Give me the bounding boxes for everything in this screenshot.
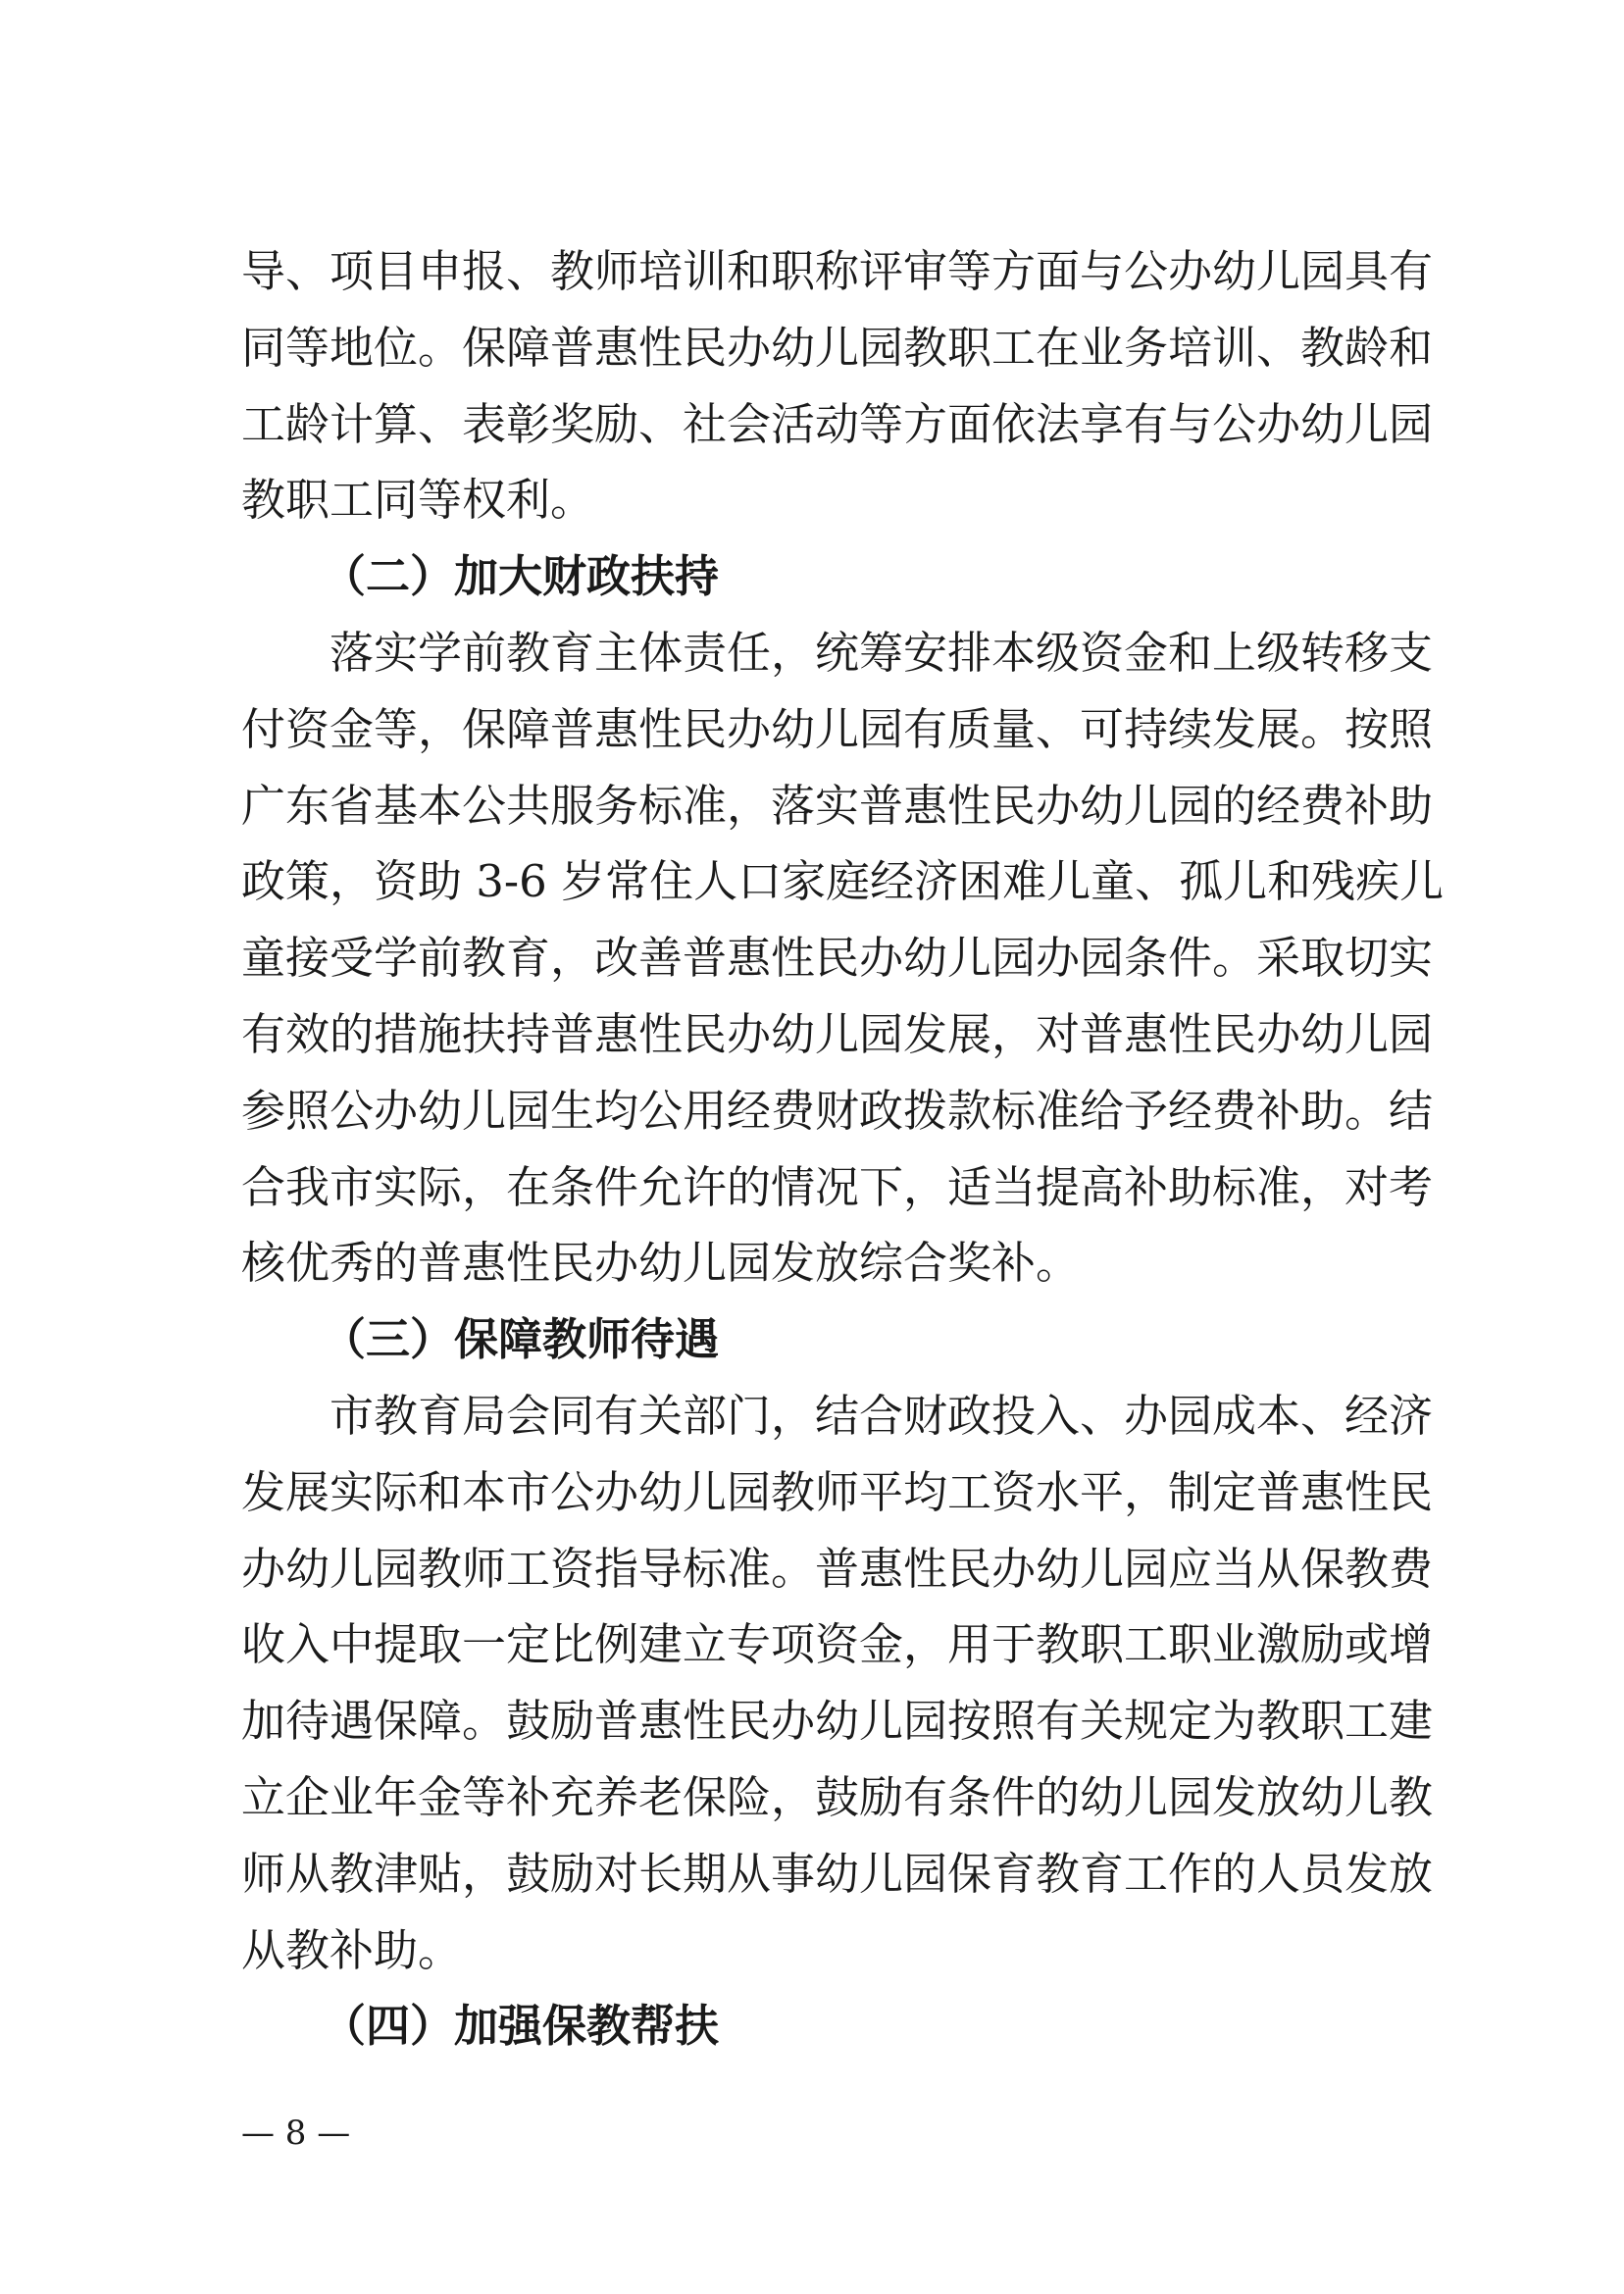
paragraph-line: 办幼儿园教师工资指导标准。普惠性民办幼儿园应当从保教费 [241, 1542, 1434, 1595]
paragraph-line: 广东省基本公共服务标准，落实普惠性民办幼儿园的经费补助 [241, 779, 1434, 832]
paragraph-line: 加待遇保障。鼓励普惠性民办幼儿园按照有关规定为教职工建 [241, 1695, 1434, 1748]
paragraph-line: 同等地位。保障普惠性民办幼儿园教职工在业务培训、教龄和 [241, 321, 1434, 374]
paragraph-line: 参照公办幼儿园生均公用经费财政拨款标准给予经费补助。结 [241, 1084, 1434, 1137]
document-body [241, 233, 1445, 2065]
paragraph-line: 工龄计算、表彰奖励、社会活动等方面依法享有与公办幼儿园 [241, 397, 1434, 450]
paragraph-line: 有效的措施扶持普惠性民办幼儿园发展，对普惠性民办幼儿园 [241, 1007, 1434, 1060]
paragraph-line: 收入中提取一定比例建立专项资金，用于教职工职业激励或增 [241, 1618, 1434, 1671]
paragraph-line: 核优秀的普惠性民办幼儿园发放综合奖补。 [241, 1237, 1081, 1290]
paragraph-line: 合我市实际，在条件允许的情况下，适当提高补助标准，对考 [241, 1160, 1434, 1213]
paragraph-line: 市教育局会同有关部门，结合财政投入、办园成本、经济 [330, 1389, 1434, 1442]
paragraph-line: 从教补助。 [241, 1923, 463, 1976]
paragraph-line: 师从教津贴，鼓励对长期从事幼儿园保育教育工作的人员发放 [241, 1847, 1434, 1900]
section-heading-3: （三）保障教师待遇 [322, 1313, 720, 1366]
paragraph-line: 教职工同等权利。 [241, 474, 595, 527]
paragraph-line: 发展实际和本市公办幼儿园教师平均工资水平，制定普惠性民 [241, 1465, 1434, 1518]
paragraph-line: 导、项目申报、教师培训和职称评审等方面与公办幼儿园具有 [241, 245, 1434, 297]
paragraph-line: 政策，资助 3-6 岁常住人口家庭经济困难儿童、孤儿和残疾儿 [241, 855, 1445, 908]
page-number: — 8 — [241, 2114, 351, 2153]
paragraph-line: 童接受学前教育，改善普惠性民办幼儿园办园条件。采取切实 [241, 932, 1434, 985]
paragraph-line: 付资金等，保障普惠性民办幼儿园有质量、可持续发展。按照 [241, 702, 1434, 755]
section-heading-2: （二）加大财政扶持 [322, 550, 720, 603]
paragraph-line: 落实学前教育主体责任，统筹安排本级资金和上级转移支 [330, 626, 1434, 679]
paragraph-line: 立企业年金等补充养老保险，鼓励有条件的幼儿园发放幼儿教 [241, 1770, 1434, 1823]
section-heading-4: （四）加强保教帮扶 [322, 2000, 720, 2053]
